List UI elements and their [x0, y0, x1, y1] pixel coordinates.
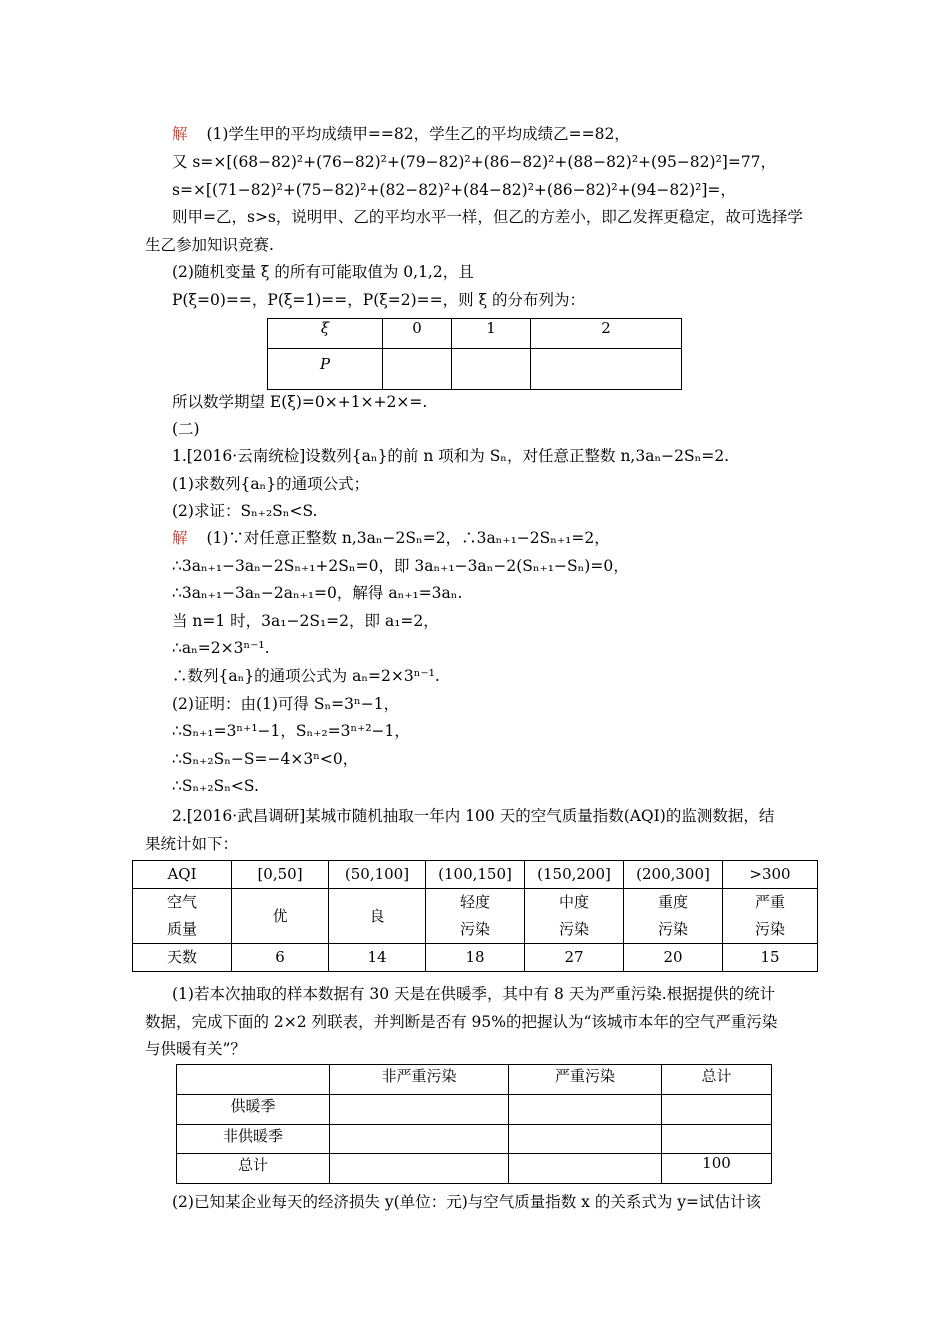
ct-cell: [509, 1154, 662, 1184]
q1-solution-line-4: 当 n=1 时，3a₁−2S₁=2，即 a₁=2，: [172, 612, 439, 630]
ct-cell: [662, 1125, 772, 1154]
q2-part1-line-3: 与供暖有关”？: [145, 1040, 246, 1058]
conclusion-line-2: 生乙参加知识竞赛.: [145, 236, 274, 254]
quality-cell: 严重 污染: [723, 889, 818, 944]
aqi-range: (100,150]: [426, 861, 525, 889]
dist-cell: [531, 349, 682, 390]
conclusion-line-1: 则甲=乙，s>s，说明甲、乙的平均水平一样，但乙的方差小，即乙发挥更稳定，故可选择学: [172, 208, 803, 226]
ct-header: 严重污染: [509, 1065, 662, 1095]
probability-line: P(ξ=0)==，P(ξ=1)==，P(ξ=2)==，则 ξ 的分布列为：: [172, 291, 586, 309]
distribution-table: [267, 318, 682, 390]
solution-mark: 解: [172, 529, 188, 547]
dist-header-xi: ξ: [268, 319, 383, 349]
aqi-range: (200,300]: [624, 861, 723, 889]
days-cell: 6: [232, 944, 329, 972]
q1-stem: 1.[2016·云南统检]设数列{aₙ}的前 n 项和为 Sₙ，对任意正整数 n,3aₙ−2Sₙ=2.: [172, 447, 730, 465]
q2-part1-line-2: 数据，完成下面的 2×2 列联表，并判断是否有 95%的把握认为“该城市本年的空气严重污染: [145, 1013, 778, 1031]
ct-cell: [662, 1095, 772, 1125]
variance-yi-line: s=×[(71−82)²+(75−82)²+(82−82)²+(84−82)²+(86−82)²+(94−82)²]=，: [172, 181, 736, 199]
contingency-table: [176, 1064, 772, 1184]
solution-mark: 解: [172, 125, 188, 143]
dist-header-2: 2: [531, 319, 682, 349]
q2-part2-line: (2)已知某企业每天的经济损失 y(单位：元)与空气质量指数 x 的关系式为 y=试估计该: [172, 1193, 762, 1211]
ct-header: 非严重污染: [330, 1065, 509, 1095]
ct-cell: [509, 1095, 662, 1125]
q1-solution-line-10: ∴Sₙ₊₂Sₙ<S.: [172, 777, 259, 795]
section-label: (二): [172, 420, 200, 438]
quality-cell: 轻度 污染: [426, 889, 525, 944]
days-cell: 18: [426, 944, 525, 972]
ct-row-label: 总计: [177, 1154, 330, 1184]
ct-header: 总计: [662, 1065, 772, 1095]
q1-sub2: (2)求证：Sₙ₊₂Sₙ<S.: [172, 502, 318, 520]
ct-total-cell: 100: [662, 1154, 772, 1184]
q1-sub1: (1)求数列{aₙ}的通项公式；: [172, 475, 370, 493]
quality-cell: 重度 污染: [624, 889, 723, 944]
days-cell: 15: [723, 944, 818, 972]
q1-solution-line-6: ∴数列{aₙ}的通项公式为 aₙ=2×3ⁿ⁻¹.: [172, 667, 440, 685]
quality-cell: 优: [232, 889, 329, 944]
days-cell: 20: [624, 944, 723, 972]
q2-part1-line-1: (1)若本次抽取的样本数据有 30 天是在供暖季，其中有 8 天为严重污染.根据提供的统计: [172, 985, 776, 1003]
quality-cell: 良: [329, 889, 426, 944]
q1-solution-line-5: ∴aₙ=2×3ⁿ⁻¹.: [172, 639, 270, 657]
q1-solution-line-1: 解 (1)∵对任意正整数 n,3aₙ−2Sₙ=2，∴3aₙ₊₁−2Sₙ₊₁=2，: [172, 529, 610, 547]
random-variable-line: (2)随机变量 ξ 的所有可能取值为 0,1,2，且: [172, 263, 474, 281]
q1-solution-line-9: ∴Sₙ₊₂Sₙ−S=−4×3ⁿ<0，: [172, 750, 359, 768]
aqi-header: AQI: [133, 861, 232, 889]
aqi-table: [132, 860, 818, 972]
quality-label: 空气 质量: [133, 889, 232, 944]
q1-solution-line-2: ∴3aₙ₊₁−3aₙ−2Sₙ₊₁+2Sₙ=0，即 3aₙ₊₁−3aₙ−2(Sₙ₊₁−Sₙ)=0，: [172, 557, 629, 575]
ct-cell: [330, 1125, 509, 1154]
ct-header-blank: [177, 1065, 330, 1095]
solution-line-1: 解 (1)学生甲的平均成绩甲==82，学生乙的平均成绩乙==82，: [172, 125, 630, 143]
ct-row-label: 非供暖季: [177, 1125, 330, 1154]
quality-cell: 中度 污染: [525, 889, 624, 944]
aqi-range: (150,200]: [525, 861, 624, 889]
ct-cell: [330, 1095, 509, 1125]
expectation-line: 所以数学期望 E(ξ)=0×+1×+2×=.: [172, 393, 428, 411]
ct-cell: [330, 1154, 509, 1184]
aqi-range: >300: [723, 861, 818, 889]
q1-solution-line-8: ∴Sₙ₊₁=3ⁿ⁺¹−1，Sₙ₊₂=3ⁿ⁺²−1，: [172, 722, 410, 740]
q1-solution-line-7: (2)证明：由(1)可得 Sₙ=3ⁿ−1，: [172, 695, 400, 713]
dist-row-label: P: [268, 349, 383, 390]
days-cell: 27: [525, 944, 624, 972]
dist-cell: [452, 349, 531, 390]
dist-header-1: 1: [452, 319, 531, 349]
q1-solution-line-3: ∴3aₙ₊₁−3aₙ−2aₙ₊₁=0，解得 aₙ₊₁=3aₙ.: [172, 584, 463, 602]
ct-cell: [509, 1125, 662, 1154]
q2-stem-line-2: 果统计如下：: [145, 835, 239, 853]
q2-stem-line-1: 2.[2016·武昌调研]某城市随机抽取一年内 100 天的空气质量指数(AQI)的监测数据，结: [172, 807, 775, 825]
aqi-range: (50,100]: [329, 861, 426, 889]
days-cell: 14: [329, 944, 426, 972]
days-label: 天数: [133, 944, 232, 972]
ct-row-label: 供暖季: [177, 1095, 330, 1125]
dist-header-0: 0: [383, 319, 452, 349]
variance-jia-line: 又 s=×[(68−82)²+(76−82)²+(79−82)²+(86−82)²+(88−82)²+(95−82)²]=77，: [172, 153, 777, 171]
dist-cell: [383, 349, 452, 390]
aqi-range: [0,50]: [232, 861, 329, 889]
